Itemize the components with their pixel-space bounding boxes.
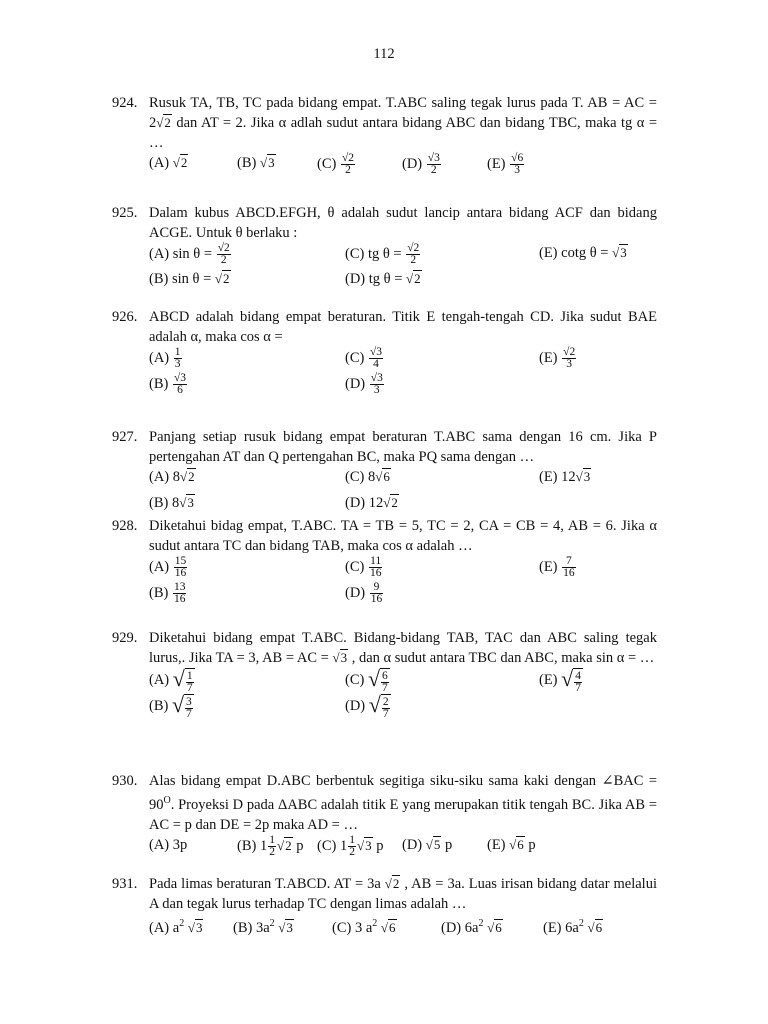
options-row bbox=[149, 153, 657, 179]
question-number: 931. bbox=[112, 876, 138, 892]
question-930 bbox=[112, 771, 657, 861]
question-text: Panjang setiap rusuk bidang empat beraturan T.ABC sama dengan 16 cm. Jika P pertengahan AT dan Q pertengahan BC, maka PQ sama dengan … bbox=[149, 429, 657, 465]
option-b: (B) √ $\frac{3}{7}$ bbox=[149, 692, 192, 720]
question-text: Pada limas beraturan T.ABCD. AT = 3a √2 , AB = 3a. Luas irisan bidang datar melalui A dan tegak lurus terhadap TC dengan limas adalah … bbox=[149, 876, 657, 912]
question-925 bbox=[112, 203, 657, 295]
option-a: (A) 3p bbox=[149, 836, 188, 853]
option-c: (C) 1 $\frac{1}{2}$ √3 p bbox=[317, 833, 384, 858]
option-a: (A) $\frac{15}{16}$ bbox=[149, 555, 187, 579]
option-a: (A) $a^2$ √3 bbox=[149, 918, 203, 936]
options-row bbox=[149, 835, 657, 861]
option-d: (D) 12√2 bbox=[345, 495, 398, 511]
option-c: (C) tg θ = $\frac{√2}{2}$ bbox=[345, 242, 420, 266]
question-number: 926. bbox=[112, 309, 138, 325]
option-b: (B) sin θ = √2 bbox=[149, 271, 230, 287]
question-text: Rusuk TA, TB, TC pada bidang empat. T.ABC saling tegak lurus pada T. AB = AC = 2√2 dan AT = 2. Jika α adlah sudut antara bidang ABC dan bidang TBC, maka tg α = … bbox=[149, 95, 657, 151]
option-c: (C) $\frac{√2}{2}$ bbox=[317, 152, 355, 176]
option-e: (E) $\frac{√6}{3}$ bbox=[487, 152, 524, 176]
options-row bbox=[149, 668, 657, 694]
option-e: (E) 12√3 bbox=[539, 469, 591, 485]
question-number: 928. bbox=[112, 518, 138, 534]
option-a: (A) √ $\frac{1}{7}$ bbox=[149, 666, 193, 694]
options-row bbox=[149, 467, 657, 493]
question-926 bbox=[112, 307, 657, 399]
question-927 bbox=[112, 427, 657, 519]
option-e: (E) $6a^2$ √6 bbox=[543, 918, 603, 936]
option-e: (E) $\frac{7}{16}$ bbox=[539, 555, 575, 579]
question-number: 924. bbox=[112, 95, 138, 111]
option-b: (B) $\frac{√3}{6}$ bbox=[149, 372, 187, 396]
option-a: (A) √2 bbox=[149, 155, 188, 171]
option-e: (E) $\frac{√2}{3}$ bbox=[539, 346, 576, 370]
question-924 bbox=[112, 93, 657, 179]
options-row bbox=[149, 243, 657, 269]
option-c: (C) $\frac{√3}{4}$ bbox=[345, 346, 383, 370]
question-text: Diketahui bidag empat, T.ABC. TA = TB = 5, TC = 2, CA = CB = 4, AB = 6. Jika α sudut antara TC dan bidang TAB, maka cos α adalah … bbox=[149, 518, 657, 554]
options-row bbox=[149, 914, 657, 940]
options-row bbox=[149, 582, 657, 608]
question-text: Dalam kubus ABCD.EFGH, θ adalah sudut lancip antara bidang ACF dan bidang ACGE. Untuk θ berlaku : bbox=[149, 205, 657, 241]
option-e: (E) cotg θ = √3 bbox=[539, 245, 627, 261]
question-number: 925. bbox=[112, 205, 138, 221]
question-931 bbox=[112, 874, 657, 940]
options-row bbox=[149, 347, 657, 373]
option-b: (B) 1 $\frac{1}{2}$ √2 p bbox=[237, 833, 304, 858]
option-b: (B) √3 bbox=[237, 155, 275, 171]
options-row bbox=[149, 694, 657, 720]
option-c: (C) $\frac{11}{16}$ bbox=[345, 555, 382, 579]
option-d: (D) √5 p bbox=[402, 836, 453, 853]
question-text: ABCD adalah bidang empat beraturan. Titik E tengah-tengah CD. Jika sudut BAE adalah α, maka cos α = bbox=[149, 309, 657, 345]
option-c: (C) 8√6 bbox=[345, 469, 390, 485]
option-a: (A) $\frac{1}{3}$ bbox=[149, 346, 181, 370]
question-text: Alas bidang empat D.ABC berbentuk segitiga siku-siku sama kaki dengan ∠BAC = $90^O$. Proyeksi D pada ΔABC adalah titik E yang merupakan titik tengah BC. Jika AB = AC = p dan DE = 2p maka AD = … bbox=[149, 773, 657, 833]
option-d: (D) $\frac{9}{16}$ bbox=[345, 581, 383, 605]
option-b: (B) $\frac{13}{16}$ bbox=[149, 581, 186, 605]
option-c: (C) √ $\frac{6}{7}$ bbox=[345, 666, 388, 694]
option-d: (D) $\frac{√3}{2}$ bbox=[402, 152, 440, 176]
question-number: 929. bbox=[112, 630, 138, 646]
page-number: 112 bbox=[373, 46, 395, 62]
question-text: Diketahui bidang empat T.ABC. Bidang-bidang TAB, TAC dan ABC saling tegak lurus,. Jika TA = 3, AB = AC = √3 , dan α sudut antara TBC dan ABC, maka sin α = … bbox=[149, 630, 657, 666]
question-number: 930. bbox=[112, 773, 138, 789]
options-row bbox=[149, 269, 657, 295]
option-b: (B) 8√3 bbox=[149, 495, 194, 511]
option-d: (D) $\frac{√3}{3}$ bbox=[345, 372, 383, 396]
option-c: (C) 3 $a^2$ √6 bbox=[332, 918, 396, 936]
options-row bbox=[149, 373, 657, 399]
option-e: (E) √6 p bbox=[487, 836, 536, 853]
option-d: (D) tg θ = √2 bbox=[345, 271, 421, 287]
option-d: (D) $6a^2$ √6 bbox=[441, 918, 502, 936]
option-a: (A) sin θ = $\frac{√2}{2}$ bbox=[149, 242, 230, 266]
option-d: (D) √ $\frac{2}{7}$ bbox=[345, 692, 389, 720]
options-row bbox=[149, 556, 657, 582]
question-928 bbox=[112, 516, 657, 608]
question-929 bbox=[112, 628, 657, 720]
option-b: (B) $3a^2$ √3 bbox=[233, 918, 293, 936]
question-number: 927. bbox=[112, 429, 138, 445]
option-a: (A) 8√2 bbox=[149, 469, 195, 485]
option-e: (E) √ $\frac{4}{7}$ bbox=[539, 666, 581, 694]
